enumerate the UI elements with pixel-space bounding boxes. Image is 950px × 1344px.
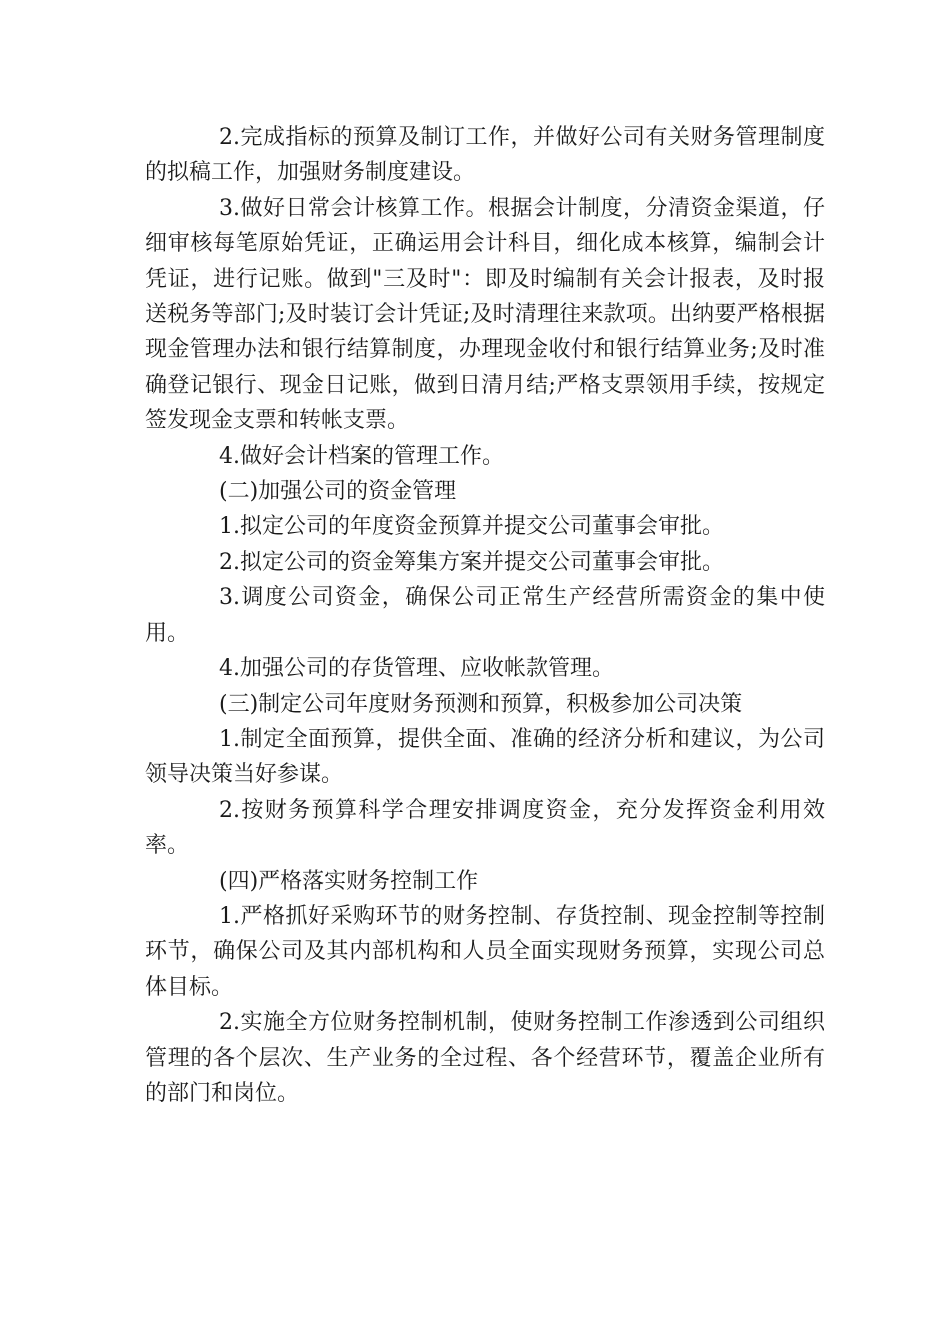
paragraph: 4.做好会计档案的管理工作。 <box>219 443 504 469</box>
document-body <box>145 120 825 1111</box>
paragraph: 1.严格抓好采购环节的财务控制、存货控制、现金控制等控制环节，确保公司及其内部机构和人员全面实现财务预算，实现公司总体目标。 <box>145 903 825 1000</box>
paragraph: 1.制定全面预算，提供全面、准确的经济分析和建议，为公司领导决策当好参谋。 <box>145 726 825 788</box>
section-heading: (四)严格落实财务控制工作 <box>219 868 479 894</box>
paragraph: 2.拟定公司的资金筹集方案并提交公司董事会审批。 <box>219 549 724 575</box>
paragraph: 2.完成指标的预算及制订工作，并做好公司有关财务管理制度的拟稿工作，加强财务制度建设。 <box>145 125 825 186</box>
section-heading: (三)制定公司年度财务预测和预算，积极参加公司决策 <box>219 691 743 717</box>
paragraph: 3.做好日常会计核算工作。根据会计制度，分清资金渠道，仔细审核每笔原始凭证，正确运用会计科目，细化成本核算，编制会计凭证，进行记账。做到"三及时"：即及时编制有关会计报表，及时报送税务等部门;及时装订会计凭证;及时清理往来款项。出纳要严格根据现金管理办法和银行结算制度，办理现金收付和银行结算业务;及时准确登记银行、现金日记账，做到日清月结;严格支票领用手续，按规定签发现金支票和转帐支票。 <box>145 195 825 434</box>
paragraph: 2.按财务预算科学合理安排调度资金，充分发挥资金利用效率。 <box>145 797 825 859</box>
section-heading: (二)加强公司的资金管理 <box>219 479 457 505</box>
paragraph: 2.实施全方位财务控制机制，使财务控制工作渗透到公司组织管理的各个层次、生产业务的全过程、各个经营环节，覆盖企业所有的部门和岗位。 <box>145 1010 825 1106</box>
paragraph: 1.拟定公司的年度资金预算并提交公司董事会审批。 <box>219 514 724 540</box>
paragraph: 3.调度公司资金，确保公司正常生产经营所需资金的集中使用。 <box>145 585 825 646</box>
paragraph: 4.加强公司的存货管理、应收帐款管理。 <box>219 656 614 682</box>
